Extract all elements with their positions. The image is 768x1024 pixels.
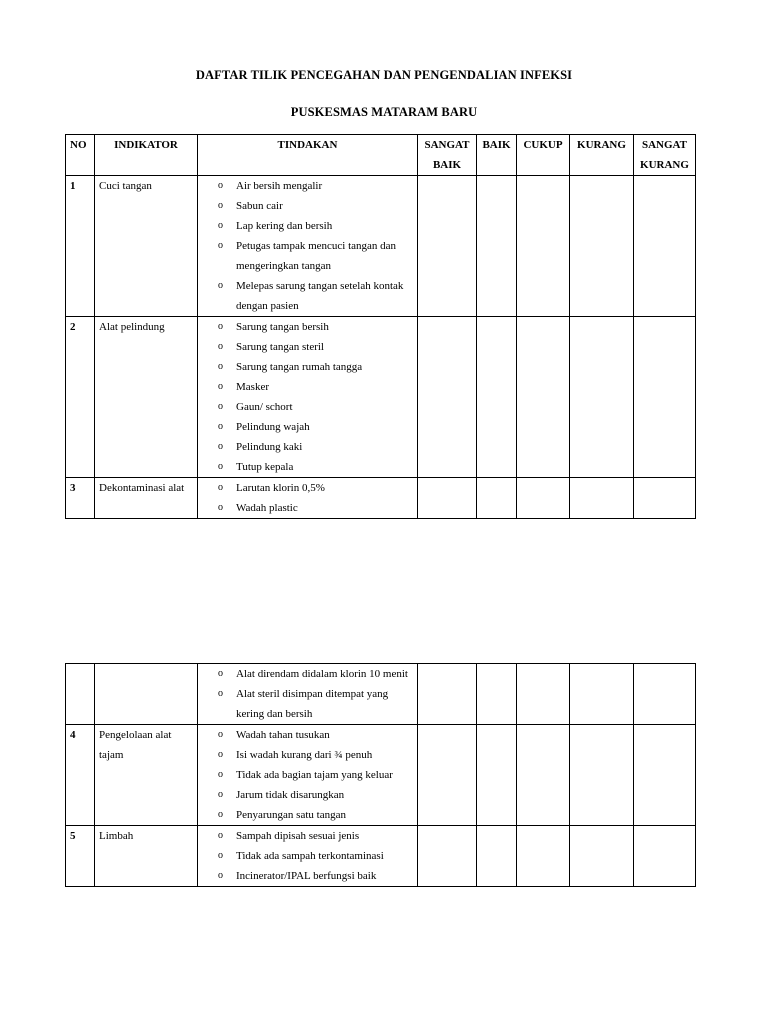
tindakan-text: Melepas sarung tangan setelah kontak dengan pasien: [236, 280, 404, 312]
rating-cell-sangat-baik[interactable]: [418, 826, 477, 887]
tindakan-text: Sabun cair: [236, 200, 283, 212]
tindakan-item: [198, 457, 417, 477]
rating-cell-sangat-kurang[interactable]: [634, 664, 696, 725]
header-tindakan: TINDAKAN: [198, 135, 418, 176]
rating-cell-kurang[interactable]: [570, 478, 634, 519]
bullet-icon: o: [218, 668, 223, 679]
tindakan-item: [198, 357, 417, 377]
table-row: [66, 826, 696, 887]
tindakan-item: [198, 498, 417, 518]
bullet-icon: o: [218, 280, 223, 291]
indikator-cell: Alat pelindung: [95, 317, 198, 478]
table-row: [66, 725, 696, 826]
tindakan-list: [198, 478, 417, 518]
table-row: [66, 317, 696, 478]
tindakan-item: [198, 337, 417, 357]
table-row: [66, 478, 696, 519]
tindakan-text: Penyarungan satu tangan: [236, 809, 346, 821]
tindakan-item: [198, 196, 417, 216]
tindakan-text: Alat steril disimpan ditempat yang kering dan bersih: [236, 688, 389, 720]
indikator-cell: Dekontaminasi alat: [95, 478, 198, 519]
rating-cell-cukup[interactable]: [517, 725, 570, 826]
rating-cell-kurang[interactable]: [570, 826, 634, 887]
tindakan-text: Jarum tidak disarungkan: [236, 789, 345, 801]
tindakan-item: [198, 785, 417, 805]
indikator-cell: Pengelolaan alat tajam: [95, 725, 198, 826]
rating-cell-cukup[interactable]: [517, 478, 570, 519]
rating-cell-sangat-baik[interactable]: [418, 317, 477, 478]
row-number: 5: [66, 826, 95, 887]
rating-cell-kurang[interactable]: [570, 176, 634, 317]
table-row: [66, 176, 696, 317]
checklist-table-part-1: [65, 134, 696, 519]
tindakan-text: Petugas tampak mencuci tangan dan mengeringkan tangan: [236, 240, 397, 272]
tindakan-text: Lap kering dan bersih: [236, 220, 333, 232]
tindakan-item: [198, 236, 417, 276]
tindakan-text: Larutan klorin 0,5%: [236, 482, 325, 494]
tindakan-item: [198, 684, 417, 724]
tindakan-item: [198, 276, 417, 316]
rating-cell-cukup[interactable]: [517, 664, 570, 725]
tindakan-item: [198, 216, 417, 236]
bullet-icon: o: [218, 850, 223, 861]
rating-cell-sangat-kurang[interactable]: [634, 176, 696, 317]
bullet-icon: o: [218, 220, 223, 231]
header-indikator: INDIKATOR: [95, 135, 198, 176]
tindakan-list: [198, 725, 417, 825]
header-sangat-kurang-line2: KURANG: [640, 159, 689, 171]
rating-cell-baik[interactable]: [477, 826, 517, 887]
rating-cell-kurang[interactable]: [570, 664, 634, 725]
bullet-icon: o: [218, 809, 223, 820]
rating-cell-kurang[interactable]: [570, 317, 634, 478]
bullet-icon: o: [218, 321, 223, 332]
tindakan-cell: [198, 725, 418, 826]
tindakan-item: [198, 826, 417, 846]
bullet-icon: o: [218, 401, 223, 412]
tindakan-list: [198, 176, 417, 316]
bullet-icon: o: [218, 830, 223, 841]
bullet-icon: o: [218, 441, 223, 452]
bullet-icon: o: [218, 870, 223, 881]
document-title: DAFTAR TILIK PENCEGAHAN DAN PENGENDALIAN INFEKSI: [195, 68, 573, 82]
rating-cell-sangat-kurang[interactable]: [634, 478, 696, 519]
tindakan-list: [198, 317, 417, 477]
checklist-table-part-2: [65, 663, 696, 887]
bullet-icon: o: [218, 502, 223, 513]
rating-cell-sangat-baik[interactable]: [418, 478, 477, 519]
rating-cell-cukup[interactable]: [517, 317, 570, 478]
bullet-icon: o: [218, 180, 223, 191]
rating-cell-cukup[interactable]: [517, 826, 570, 887]
bullet-icon: o: [218, 461, 223, 472]
tindakan-item: [198, 397, 417, 417]
rating-cell-sangat-baik[interactable]: [418, 725, 477, 826]
bullet-icon: o: [218, 688, 223, 699]
tindakan-item: [198, 437, 417, 457]
tindakan-text: Isi wadah kurang dari ¾ penuh: [236, 749, 373, 761]
bullet-icon: o: [218, 240, 223, 251]
document-subtitle: PUSKESMAS MATARAM BARU: [290, 105, 478, 119]
row-number: 2: [66, 317, 95, 478]
tindakan-item: [198, 765, 417, 785]
tindakan-item: [198, 725, 417, 745]
rating-cell-sangat-kurang[interactable]: [634, 317, 696, 478]
tindakan-item: [198, 176, 417, 196]
tindakan-item: [198, 317, 417, 337]
tindakan-cell: [198, 664, 418, 725]
bullet-icon: o: [218, 421, 223, 432]
tindakan-cell: [198, 478, 418, 519]
bullet-icon: o: [218, 361, 223, 372]
tindakan-cell: [198, 826, 418, 887]
tindakan-item: [198, 745, 417, 765]
header-cukup: CUKUP: [517, 135, 570, 176]
rating-cell-sangat-baik[interactable]: [418, 664, 477, 725]
row-number: 1: [66, 176, 95, 317]
tindakan-list: [198, 826, 417, 886]
rating-cell-baik[interactable]: [477, 664, 517, 725]
indikator-cell: Cuci tangan: [95, 176, 198, 317]
header-sangat-kurang-line1: SANGAT: [641, 139, 688, 151]
tindakan-text: Masker: [236, 381, 269, 393]
tindakan-text: Air bersih mengalir: [236, 180, 323, 192]
row-number: [66, 664, 95, 725]
tindakan-text: Pelindung kaki: [236, 441, 303, 453]
bullet-icon: o: [218, 729, 223, 740]
tindakan-cell: [198, 317, 418, 478]
tindakan-text: Gaun/ schort: [236, 401, 293, 413]
tindakan-item: [198, 866, 417, 886]
tindakan-text: Sarung tangan rumah tangga: [236, 361, 363, 373]
tindakan-item: [198, 805, 417, 825]
header-kurang: KURANG: [570, 135, 634, 176]
tindakan-text: Incinerator/IPAL berfungsi baik: [236, 870, 377, 882]
bullet-icon: o: [218, 769, 223, 780]
indikator-cell: Limbah: [95, 826, 198, 887]
rating-cell-sangat-kurang[interactable]: [634, 826, 696, 887]
tindakan-item: [198, 417, 417, 437]
rating-cell-sangat-baik[interactable]: [418, 176, 477, 317]
rating-cell-cukup[interactable]: [517, 176, 570, 317]
bullet-icon: o: [218, 482, 223, 493]
header-baik: BAIK: [477, 135, 517, 176]
tindakan-text: Wadah plastic: [236, 502, 298, 514]
table-header-row: [66, 135, 696, 176]
header-sangat-baik: [418, 135, 477, 176]
tindakan-text: Tidak ada bagian tajam yang keluar: [236, 769, 393, 781]
tindakan-text: Wadah tahan tusukan: [236, 729, 330, 741]
header-sangat-kurang: [634, 135, 696, 176]
bullet-icon: o: [218, 200, 223, 211]
header-sangat-baik-line2: BAIK: [432, 159, 462, 171]
rating-cell-baik[interactable]: [477, 176, 517, 317]
bullet-icon: o: [218, 749, 223, 760]
tindakan-cell: [198, 176, 418, 317]
tindakan-text: Sarung tangan bersih: [236, 321, 329, 333]
bullet-icon: o: [218, 381, 223, 392]
rating-cell-kurang[interactable]: [570, 725, 634, 826]
tindakan-text: Pelindung wajah: [236, 421, 310, 433]
rating-cell-baik[interactable]: [477, 317, 517, 478]
rating-cell-sangat-kurang[interactable]: [634, 725, 696, 826]
tindakan-text: Sampah dipisah sesuai jenis: [236, 830, 360, 842]
header-no: NO: [66, 135, 95, 176]
rating-cell-baik[interactable]: [477, 725, 517, 826]
bullet-icon: o: [218, 341, 223, 352]
tindakan-list: [198, 664, 417, 724]
indikator-cell: [95, 664, 198, 725]
tindakan-item: [198, 664, 417, 684]
tindakan-text: Sarung tangan steril: [236, 341, 324, 353]
header-sangat-baik-line1: SANGAT: [424, 139, 470, 151]
table-row: [66, 664, 696, 725]
row-number: 3: [66, 478, 95, 519]
tindakan-text: Alat direndam didalam klorin 10 menit: [236, 668, 408, 680]
row-number: 4: [66, 725, 95, 826]
tindakan-text: Tutup kepala: [236, 461, 294, 473]
tindakan-item: [198, 478, 417, 498]
tindakan-item: [198, 846, 417, 866]
tindakan-text: Tidak ada sampah terkontaminasi: [236, 850, 384, 862]
bullet-icon: o: [218, 789, 223, 800]
tindakan-item: [198, 377, 417, 397]
rating-cell-baik[interactable]: [477, 478, 517, 519]
